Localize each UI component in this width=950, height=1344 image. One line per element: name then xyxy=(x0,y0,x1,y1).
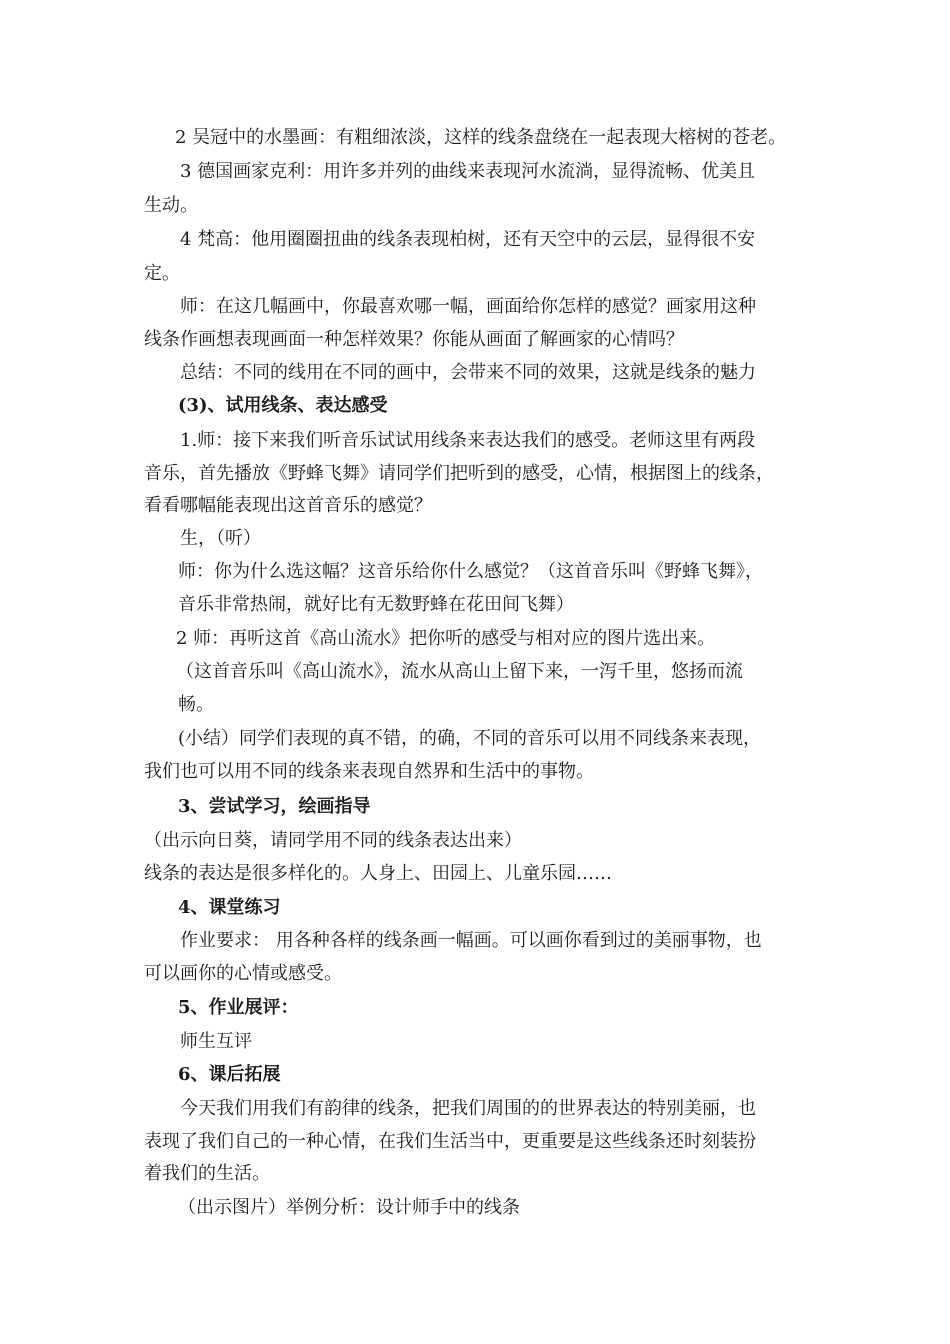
paragraph-line: 生，（听） xyxy=(180,528,261,549)
paragraph-line: 2 吴冠中的水墨画：有粗细浓淡，这样的线条盘绕在一起表现大榕树的苍老。 xyxy=(175,127,787,148)
paragraph-line: 看看哪幅能表现出这首音乐的感觉？ xyxy=(144,495,432,516)
paragraph-line: 线条的表达是很多样化的。人身上、田园上、儿童乐园…… xyxy=(144,863,612,884)
paragraph-line: (小结）同学们表现的真不错，的确，不同的音乐可以用不同线条来表现， xyxy=(178,728,762,749)
paragraph-line: 着我们的生活。 xyxy=(144,1163,270,1184)
paragraph-line: （出示向日葵，请同学用不同的线条表达出来） xyxy=(144,830,522,851)
section-heading: 6、课后拓展 xyxy=(178,1064,281,1085)
paragraph-line: （出示图片）举例分析：设计师手中的线条 xyxy=(178,1197,520,1218)
paragraph-line: （这首音乐叫《高山流水》，流水从高山上留下来，一泻千里，悠扬而流 xyxy=(176,661,743,682)
paragraph-line: 今天我们用我们有韵律的线条，把我们周围的的世界表达的特别美丽，也 xyxy=(180,1098,756,1119)
paragraph-line: 线条作画想表现画面一种怎样效果？你能从画面了解画家的心情吗？ xyxy=(144,329,684,350)
paragraph-line: 作业要求： 用各种各样的线条画一幅画。可以画你看到过的美丽事物，也 xyxy=(180,930,762,951)
section-heading: 3、尝试学习，绘画指导 xyxy=(178,796,371,817)
paragraph-line: 师：在这几幅画中，你最喜欢哪一幅，画面给你怎样的感觉？画家用这种 xyxy=(180,296,756,317)
paragraph-line: 定。 xyxy=(144,263,180,284)
paragraph-line: 3 德国画家克利：用许多并列的曲线来表现河水流淌，显得流畅、优美且 xyxy=(180,161,756,182)
section-heading: 5、作业展评： xyxy=(178,997,299,1018)
paragraph-line: 可以画你的心情或感受。 xyxy=(144,963,342,984)
paragraph-line: 生动。 xyxy=(144,195,198,216)
paragraph-line: 表现了我们自己的一种心情，在我们生活当中，更重要是这些线条还时刻装扮 xyxy=(144,1131,756,1152)
paragraph-line: 2 师：再听这首《高山流水》把你听的感受与相对应的图片选出来。 xyxy=(176,628,716,649)
paragraph-line: 师生互评 xyxy=(180,1031,252,1052)
section-heading: (3)、试用线条、表达感受 xyxy=(178,395,388,416)
paragraph-line: 4 梵高：他用圈圈扭曲的线条表现柏树，还有天空中的云层，显得很不安 xyxy=(180,229,756,250)
paragraph-line: 畅。 xyxy=(178,694,214,715)
paragraph-line: 师：你为什么选这幅？这音乐给你什么感觉？（这首音乐叫《野蜂飞舞》， xyxy=(178,561,763,582)
paragraph-line: 1.师：接下来我们听音乐试试用线条来表达我们的感受。老师这里有两段 xyxy=(180,430,756,451)
paragraph-line: 我们也可以用不同的线条来表现自然界和生活中的事物。 xyxy=(144,761,594,782)
section-heading: 4、课堂练习 xyxy=(178,897,281,918)
paragraph-line: 音乐非常热闹，就好比有无数野蜂在花田间飞舞） xyxy=(178,594,574,615)
paragraph-line: 音乐，首先播放《野蜂飞舞》请同学们把听到的感受，心情，根据图上的线条， xyxy=(144,463,774,484)
paragraph-line: 总结：不同的线用在不同的画中，会带来不同的效果，这就是线条的魅力 xyxy=(180,362,756,383)
